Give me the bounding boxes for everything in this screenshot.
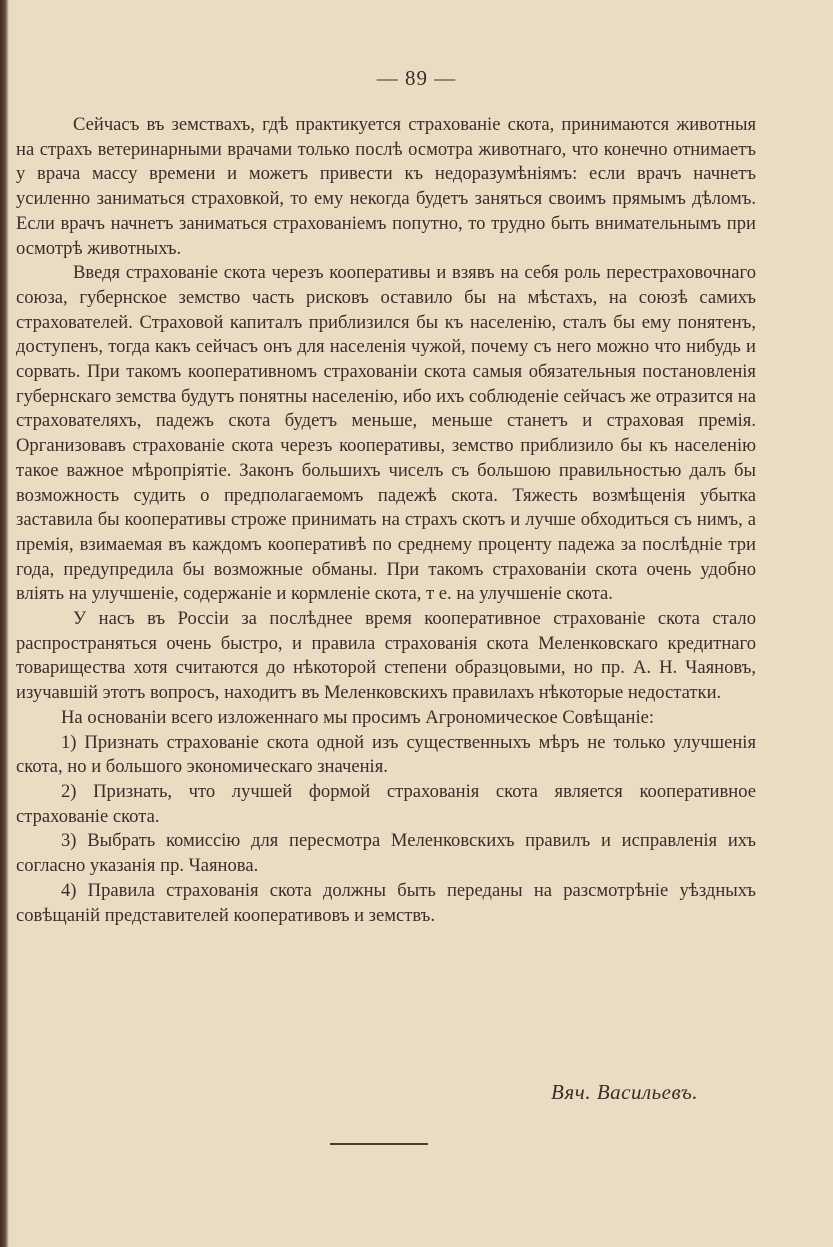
paragraph: Введя страхованіе скота черезъ кооперативы и взявъ на себя роль перестраховочнаго союза, губернское земство часть рисковъ оставило бы на мѣстахъ, на союзѣ самихъ страхователей. Страховой капиталъ приблизился бы къ населенію, сталъ бы ему понятенъ, доступенъ, тогда какъ сейчасъ онъ для населенія чужой, почему съ него можно что нибудь и сорвать. При такомъ кооперативномъ страхованіи скота самыя обязательныя постановленія губернскаго земства будутъ понятны населенію, ибо ихъ соблюденіе сейчасъ же отразится на страхователяхъ, падежъ скота будетъ меньше, меньше станетъ и страховая премія. Организовавъ страхованіе скота черезъ кооперативы, земство приблизило бы къ населенію такое важное мѣропріятіе. Законъ большихъ чиселъ съ большою правильностью далъ бы возможность судить о предполагаемомъ падежѣ скота. Тяжесть возмѣщенія убытка заставила бы кооперативы строже принимать на страхъ скотъ и лучше обходиться съ нимъ, а премія, взимаемая въ каждомъ кооперативѣ по среднему проценту падежа за послѣдніе три года, предупредила бы возможные обманы. При такомъ страхованіи скота очень удобно вліять на улучшеніе, содержаніе и кормленіе скота, т е. на улучшеніе скота. [16, 262, 756, 605]
closing-rule [330, 1143, 428, 1145]
paragraph: У насъ въ Россіи за послѣднее время кооперативное страхованіе скота стало распространяться очень быстро, и правила страхованія скота Меленковскаго кредитнаго товарищества хотя считаются до нѣкоторой степени образцовыми, но пр. А. Н. Чаяновъ, изучавшій этотъ вопросъ, находитъ въ Меленковскихъ правилахъ нѣкоторые недостатки. [16, 608, 756, 704]
proposal-item-1: 1) Признать страхованіе скота одной изъ существенныхъ мѣръ не только улучшенія скота, но и большого экономическаго значенія. [16, 731, 756, 778]
book-binding-edge [0, 0, 9, 1247]
proposal-intro: На основаніи всего изложеннаго мы просимъ Агрономическое Совѣщаніе: [61, 706, 655, 728]
page-number: — 89 — [376, 66, 457, 90]
proposal-item-2: 2) Признать, что лучшей формой страхованія скота является кооперативное страхованіе скота. [16, 780, 756, 827]
proposal-item-4: 4) Правила страхованія скота должны быть переданы на разсмотрѣніе уѣздныхъ совѣщаній представителей кооперативовъ и земствъ. [16, 879, 756, 926]
proposal-item-3: 3) Выбрать комиссію для пересмотра Меленковскихъ правилъ и исправленія ихъ согласно указанія пр. Чаянова. [16, 830, 756, 877]
author-signature: Вяч. Васильевъ. [550, 1080, 698, 1104]
paragraph: Сейчасъ въ земствахъ, гдѣ практикуется страхованіе скота, принимаются животныя на страхъ ветеринарными врачами только послѣ осмотра животнаго, что конечно отнимаетъ у врача массу времени и можетъ привести къ недоразумѣніямъ: если врачъ начнетъ усиленно заниматься страховкой, то ему некогда будетъ заняться своимъ прямымъ дѣломъ. Если врачъ начнетъ заниматься страхованіемъ попутно, то трудно быть внимательнымъ при осмотрѣ животныхъ. [16, 114, 756, 259]
document-body [16, 113, 756, 928]
